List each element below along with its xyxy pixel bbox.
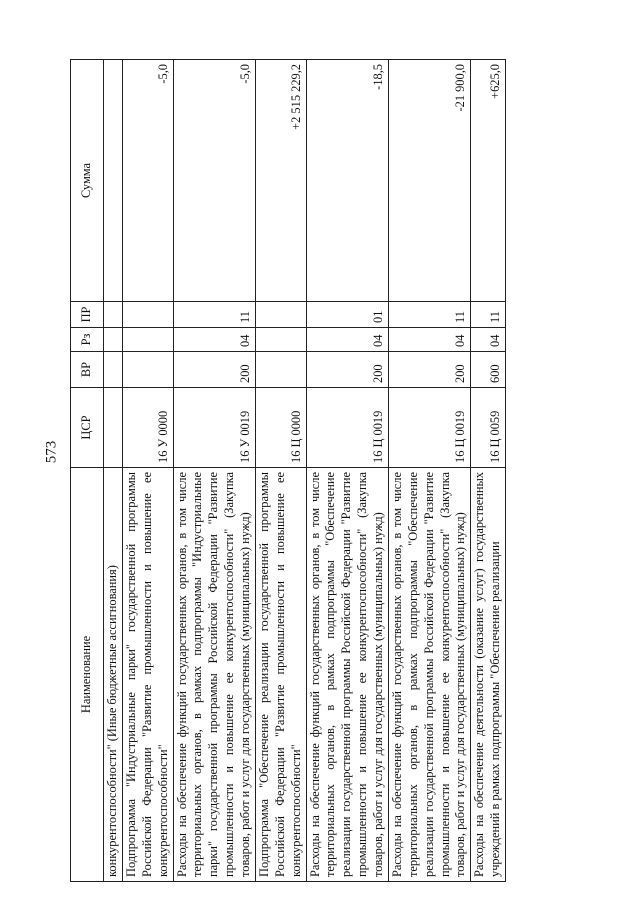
row-pr: 11 (471, 302, 506, 328)
row-sum: +2 515 229,2 (255, 60, 306, 302)
row-vr: 200 (388, 352, 470, 388)
row-rz: 04 (173, 328, 255, 352)
row-pr (255, 302, 306, 328)
row-vr: 200 (173, 352, 255, 388)
row-pr (122, 302, 173, 328)
row-csr: 16 Ц 0000 (255, 388, 306, 468)
row-pr (104, 302, 123, 328)
header-csr: ЦСР (71, 388, 104, 468)
table-row (122, 60, 173, 882)
header-rz: Рз (71, 328, 104, 352)
page-number-text: 573 (43, 440, 60, 464)
row-csr (104, 388, 123, 468)
row-vr (122, 352, 173, 388)
row-pr: 11 (173, 302, 255, 328)
table-row (104, 60, 123, 882)
row-sum: -5,0 (122, 60, 173, 302)
row-name: конкурентоспособности" (Иные бюджетные ассигнования) (104, 468, 123, 882)
table-row (173, 60, 255, 882)
row-csr: 16 Ц 0059 (471, 388, 506, 468)
row-rz (104, 328, 123, 352)
row-rz: 04 (306, 328, 388, 352)
row-sum: -21 900,0 (388, 60, 470, 302)
header-name: Наименование (71, 468, 104, 882)
row-csr: 16 У 0019 (173, 388, 255, 468)
row-name: Расходы на обеспечение функций государственных органов, в том числе территориальных органов, в рамках подпрограммы "Обеспечение реализации государственной программы Российской Федерации "Развитие промышленности и повышение ее конкурентоспособности" (Закупка товаров, работ и услуг для государственных (муниципальных) нужд) (388, 468, 470, 882)
row-sum (104, 60, 123, 302)
row-csr: 16 У 0000 (122, 388, 173, 468)
row-rz (122, 328, 173, 352)
row-rz: 04 (388, 328, 470, 352)
header-sum: Сумма (71, 60, 104, 302)
row-name: Расходы на обеспечение деятельности (оказание услуг) государственных учреждений в рамках подпрограммы "Обеспечение реализации (471, 468, 506, 882)
table-row (471, 60, 506, 882)
budget-table-sheet (70, 60, 600, 882)
row-vr: 600 (471, 352, 506, 388)
header-vr: ВР (71, 352, 104, 388)
row-name: Расходы на обеспечение функций государственных органов, в том числе территориальных органов, в рамках подпрограммы "Обеспечение реализации государственной программы Российской Федерации "Развитие промышленности и повышение ее конкурентоспособности" (Закупка товаров, работ и услуг для государственных (муниципальных) нужд) (306, 468, 388, 882)
row-rz (255, 328, 306, 352)
header-pr: ПР (71, 302, 104, 328)
row-vr (255, 352, 306, 388)
row-rz: 04 (471, 328, 506, 352)
table-header-row (71, 60, 104, 882)
row-sum: -5,0 (173, 60, 255, 302)
row-pr: 11 (388, 302, 470, 328)
budget-table (70, 59, 506, 882)
row-pr: 01 (306, 302, 388, 328)
row-vr (104, 352, 123, 388)
row-csr: 16 Ц 0019 (388, 388, 470, 468)
table-row (388, 60, 470, 882)
row-name: Подпрограмма "Обеспечение реализации государственной программы Российской Федерации "Развитие промышленности и повышение ее конкурентоспособности" (255, 468, 306, 882)
row-name: Расходы на обеспечение функций государственных органов, в том числе территориальных органов, в рамках подпрограммы "Индустриальные парки" государственной программы Российской Федерации "Развитие промышленности и повышение ее конкурентоспособности" (Закупка товаров, работ и услуг для государственных (муниципальных) нужд) (173, 468, 255, 882)
row-csr: 16 Ц 0019 (306, 388, 388, 468)
table-row (255, 60, 306, 882)
row-name: Подпрограмма "Индустриальные парки" государственной программы Российской Федерации "Развитие промышленности и повышение ее конкурентоспособности" (122, 468, 173, 882)
table-row (306, 60, 388, 882)
row-vr: 200 (306, 352, 388, 388)
row-sum: +625,0 (471, 60, 506, 302)
row-sum: -18,5 (306, 60, 388, 302)
